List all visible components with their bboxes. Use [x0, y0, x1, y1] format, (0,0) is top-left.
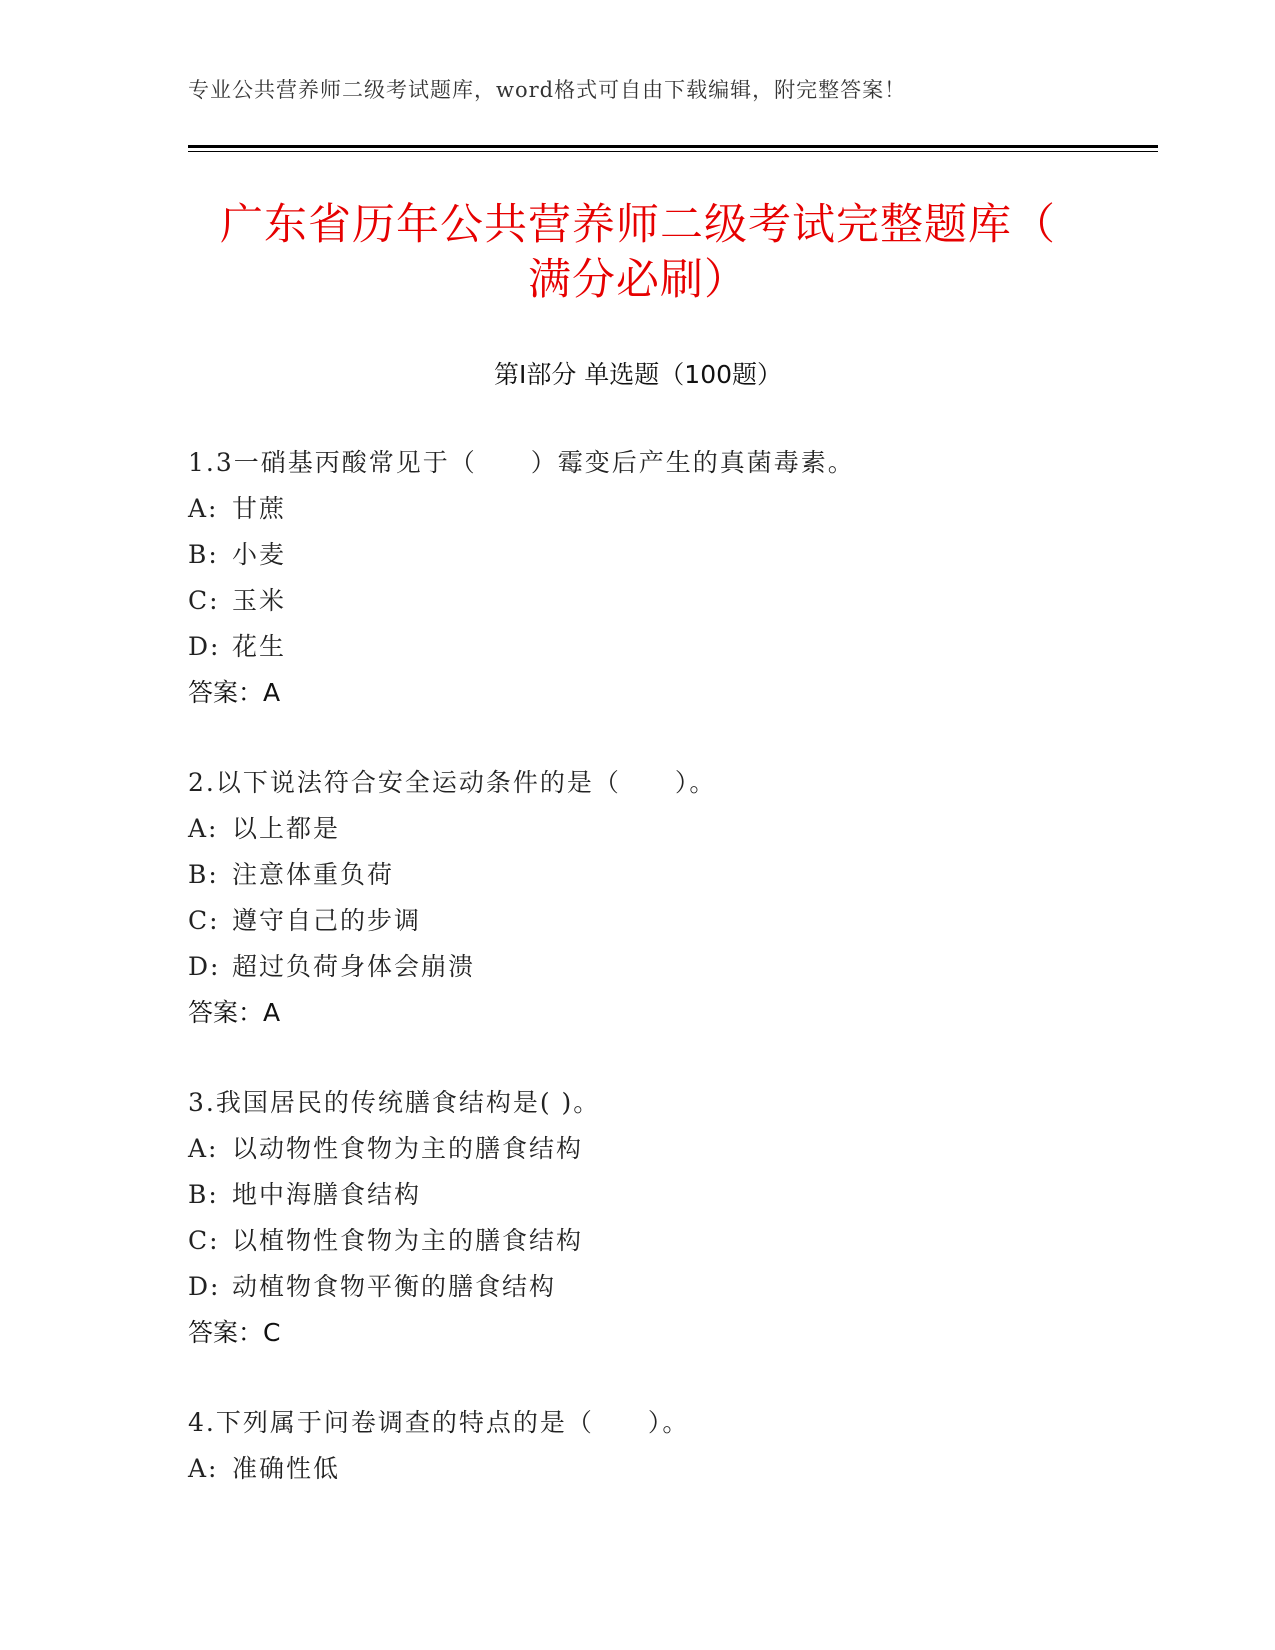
option-letter: C: — [188, 586, 220, 615]
option-text: 地中海膳食结构 — [232, 1180, 422, 1209]
page-header: 专业公共营养师二级考试题库，word格式可自由下载编辑，附完整答案！ — [188, 78, 907, 102]
answer-line: 答案：A — [188, 678, 281, 707]
option-letter: A: — [188, 494, 219, 523]
option-b — [188, 532, 1088, 578]
question-stem: 1.3一硝基丙酸常见于（ ）霉变后产生的真菌毒素。 — [188, 448, 855, 477]
question-4 — [188, 1400, 1088, 1492]
option-text: 超过负荷身体会崩溃 — [232, 952, 476, 981]
option-text: 动植物食物平衡的膳食结构 — [232, 1272, 557, 1301]
option-letter: D: — [188, 1272, 221, 1301]
question-list — [188, 440, 1088, 1536]
option-letter: C: — [188, 906, 220, 935]
option-letter: B: — [188, 860, 219, 889]
answer-line: 答案：C — [188, 1318, 281, 1347]
header-rule-thin — [188, 151, 1158, 152]
question-1 — [188, 440, 1088, 716]
option-a — [188, 1446, 1088, 1492]
option-d — [188, 624, 1088, 670]
option-letter: B: — [188, 540, 219, 569]
option-c — [188, 578, 1088, 624]
option-a — [188, 1126, 1088, 1172]
option-c — [188, 1218, 1088, 1264]
document-title-line-1: 广东省历年公共营养师二级考试完整题库（ — [220, 200, 1056, 250]
header-rule-thick — [188, 145, 1158, 148]
document-title — [188, 198, 1088, 308]
option-b — [188, 852, 1088, 898]
option-letter: A: — [188, 814, 219, 843]
option-text: 以上都是 — [232, 814, 341, 843]
option-letter: D: — [188, 952, 221, 981]
option-d — [188, 1264, 1088, 1310]
question-stem: 4.下列属于问卷调查的特点的是（ ）。 — [188, 1408, 690, 1437]
option-text: 准确性低 — [232, 1454, 341, 1483]
answer-line: 答案：A — [188, 998, 281, 1027]
option-d — [188, 944, 1088, 990]
section-title: 第Ⅰ部分 单选题（100题） — [493, 360, 783, 389]
option-letter: D: — [188, 632, 221, 661]
option-text: 遵守自己的步调 — [232, 906, 422, 935]
option-a — [188, 486, 1088, 532]
question-stem: 2.以下说法符合安全运动条件的是（ ）。 — [188, 768, 717, 797]
option-a — [188, 806, 1088, 852]
question-3 — [188, 1080, 1088, 1356]
question-2 — [188, 760, 1088, 1036]
option-letter: A: — [188, 1454, 219, 1483]
option-b — [188, 1172, 1088, 1218]
option-text: 玉米 — [232, 586, 287, 615]
option-text: 注意体重负荷 — [232, 860, 395, 889]
option-text: 甘蔗 — [232, 494, 287, 523]
option-text: 以植物性食物为主的膳食结构 — [232, 1226, 584, 1255]
option-text: 花生 — [232, 632, 287, 661]
question-stem: 3.我国居民的传统膳食结构是( )。 — [188, 1088, 601, 1117]
option-text: 小麦 — [232, 540, 287, 569]
option-letter: B: — [188, 1180, 219, 1209]
document-title-line-2: 满分必刷） — [528, 255, 748, 305]
option-letter: C: — [188, 1226, 220, 1255]
option-c — [188, 898, 1088, 944]
option-text: 以动物性食物为主的膳食结构 — [232, 1134, 584, 1163]
option-letter: A: — [188, 1134, 219, 1163]
